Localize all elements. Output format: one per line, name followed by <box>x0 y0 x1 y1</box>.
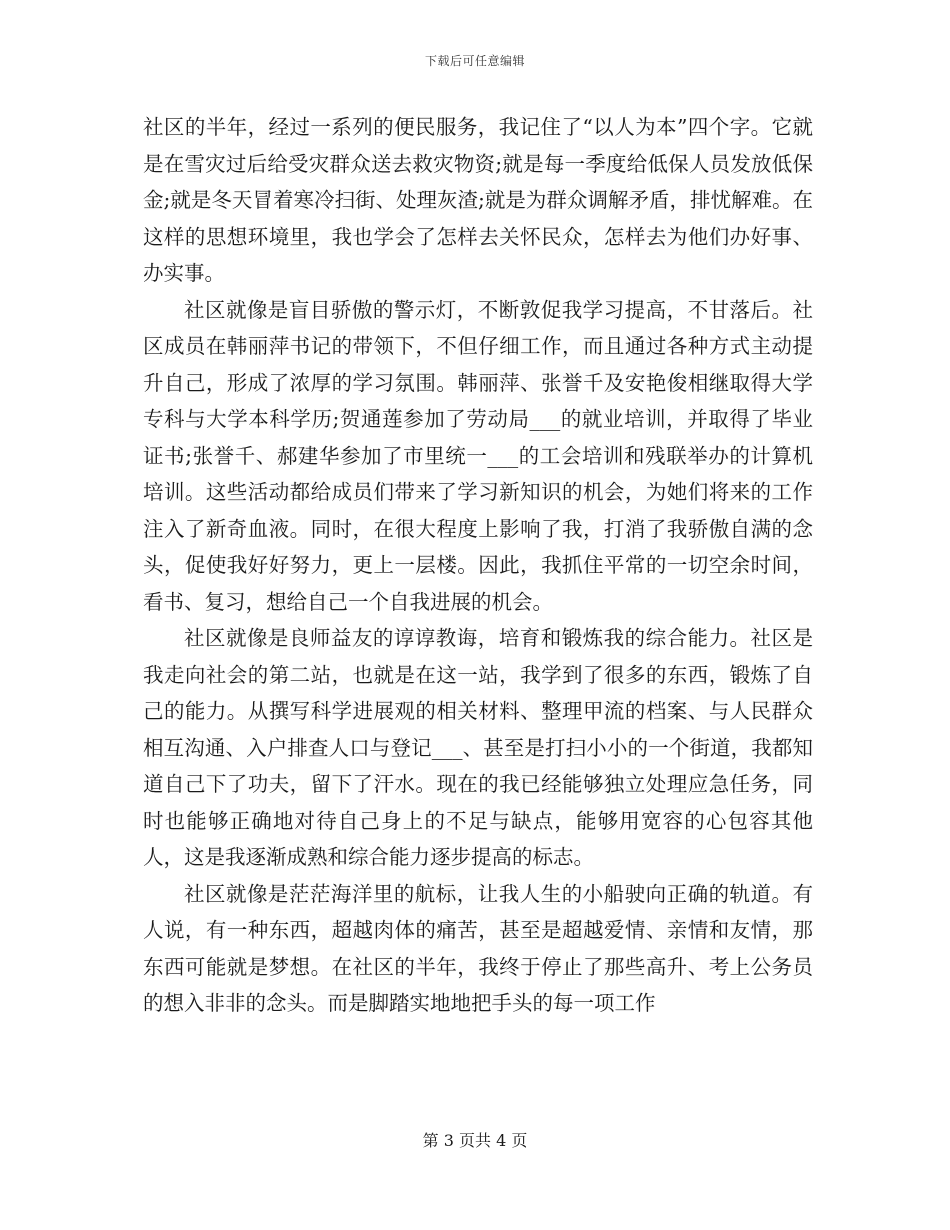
paragraph-1: 社区的半年，经过一系列的便民服务，我记住了“以人为本”四个字。它就是在雪灾过后给受灾群众送去救灾物资;就是每一季度给低保人员发放低保金;就是冬天冒着寒冷扫街、处理灰渣;就是为群众调解矛盾，排忧解难。在这样的思想环境里，我也学会了怎样去关怀民众，怎样去为他们办好事、办实事。 <box>143 115 813 285</box>
paragraph-4: 社区就像是茫茫海洋里的航标，让我人生的小船驶向正确的轨道。有人说，有一种东西，超越肉体的痛苦，甚至是超越爱情、亲情和友情，那东西可能就是梦想。在社区的半年，我终于停止了那些高升、考上公务员的想入非非的念头。而是脚踏实地地把手头的每一项工作 <box>143 881 813 1015</box>
paragraph-3: 社区就像是良师益友的谆谆教诲，培育和锻炼我的综合能力。社区是我走向社会的第二站，也就是在这一站，我学到了很多的东西，锻炼了自己的能力。从撰写科学进展观的相关材料、整理甲流的档案、与人民群众相互沟通、入户排查人口与登记___、甚至是打扫小小的一个街道，我都知道自己下了功夫，留下了汗水。现在的我已经能够独立处理应急任务，同时也能够正确地对待自己身上的不足与缺点，能够用宽容的心包容其他人，这是我逐渐成熟和综合能力逐步提高的标志。 <box>143 626 813 869</box>
paragraph-2: 社区就像是盲目骄傲的警示灯，不断敦促我学习提高，不甘落后。社区成员在韩丽萍书记的带领下，不但仔细工作，而且通过各种方式主动提升自己，形成了浓厚的学习氛围。韩丽萍、张誉千及安艳俊相继取得大学专科与大学本科学历;贺通莲参加了劳动局___的就业培训，并取得了毕业证书;张誉千、郝建华参加了市里统一___的工会培训和残联举办的计算机培训。这些活动都给成员们带来了学习新知识的机会，为她们将来的工作注入了新奇血液。同时，在很大程度上影响了我，打消了我骄傲自满的念头，促使我好好努力，更上一层楼。因此，我抓住平常的一切空余时间，看书、复习，想给自己一个自我进展的机会。 <box>143 297 813 614</box>
document-body <box>143 109 813 1022</box>
page-header: 下载后可任意编辑 <box>424 54 525 68</box>
page-footer: 第 3 页共 4 页 <box>422 1131 528 1150</box>
